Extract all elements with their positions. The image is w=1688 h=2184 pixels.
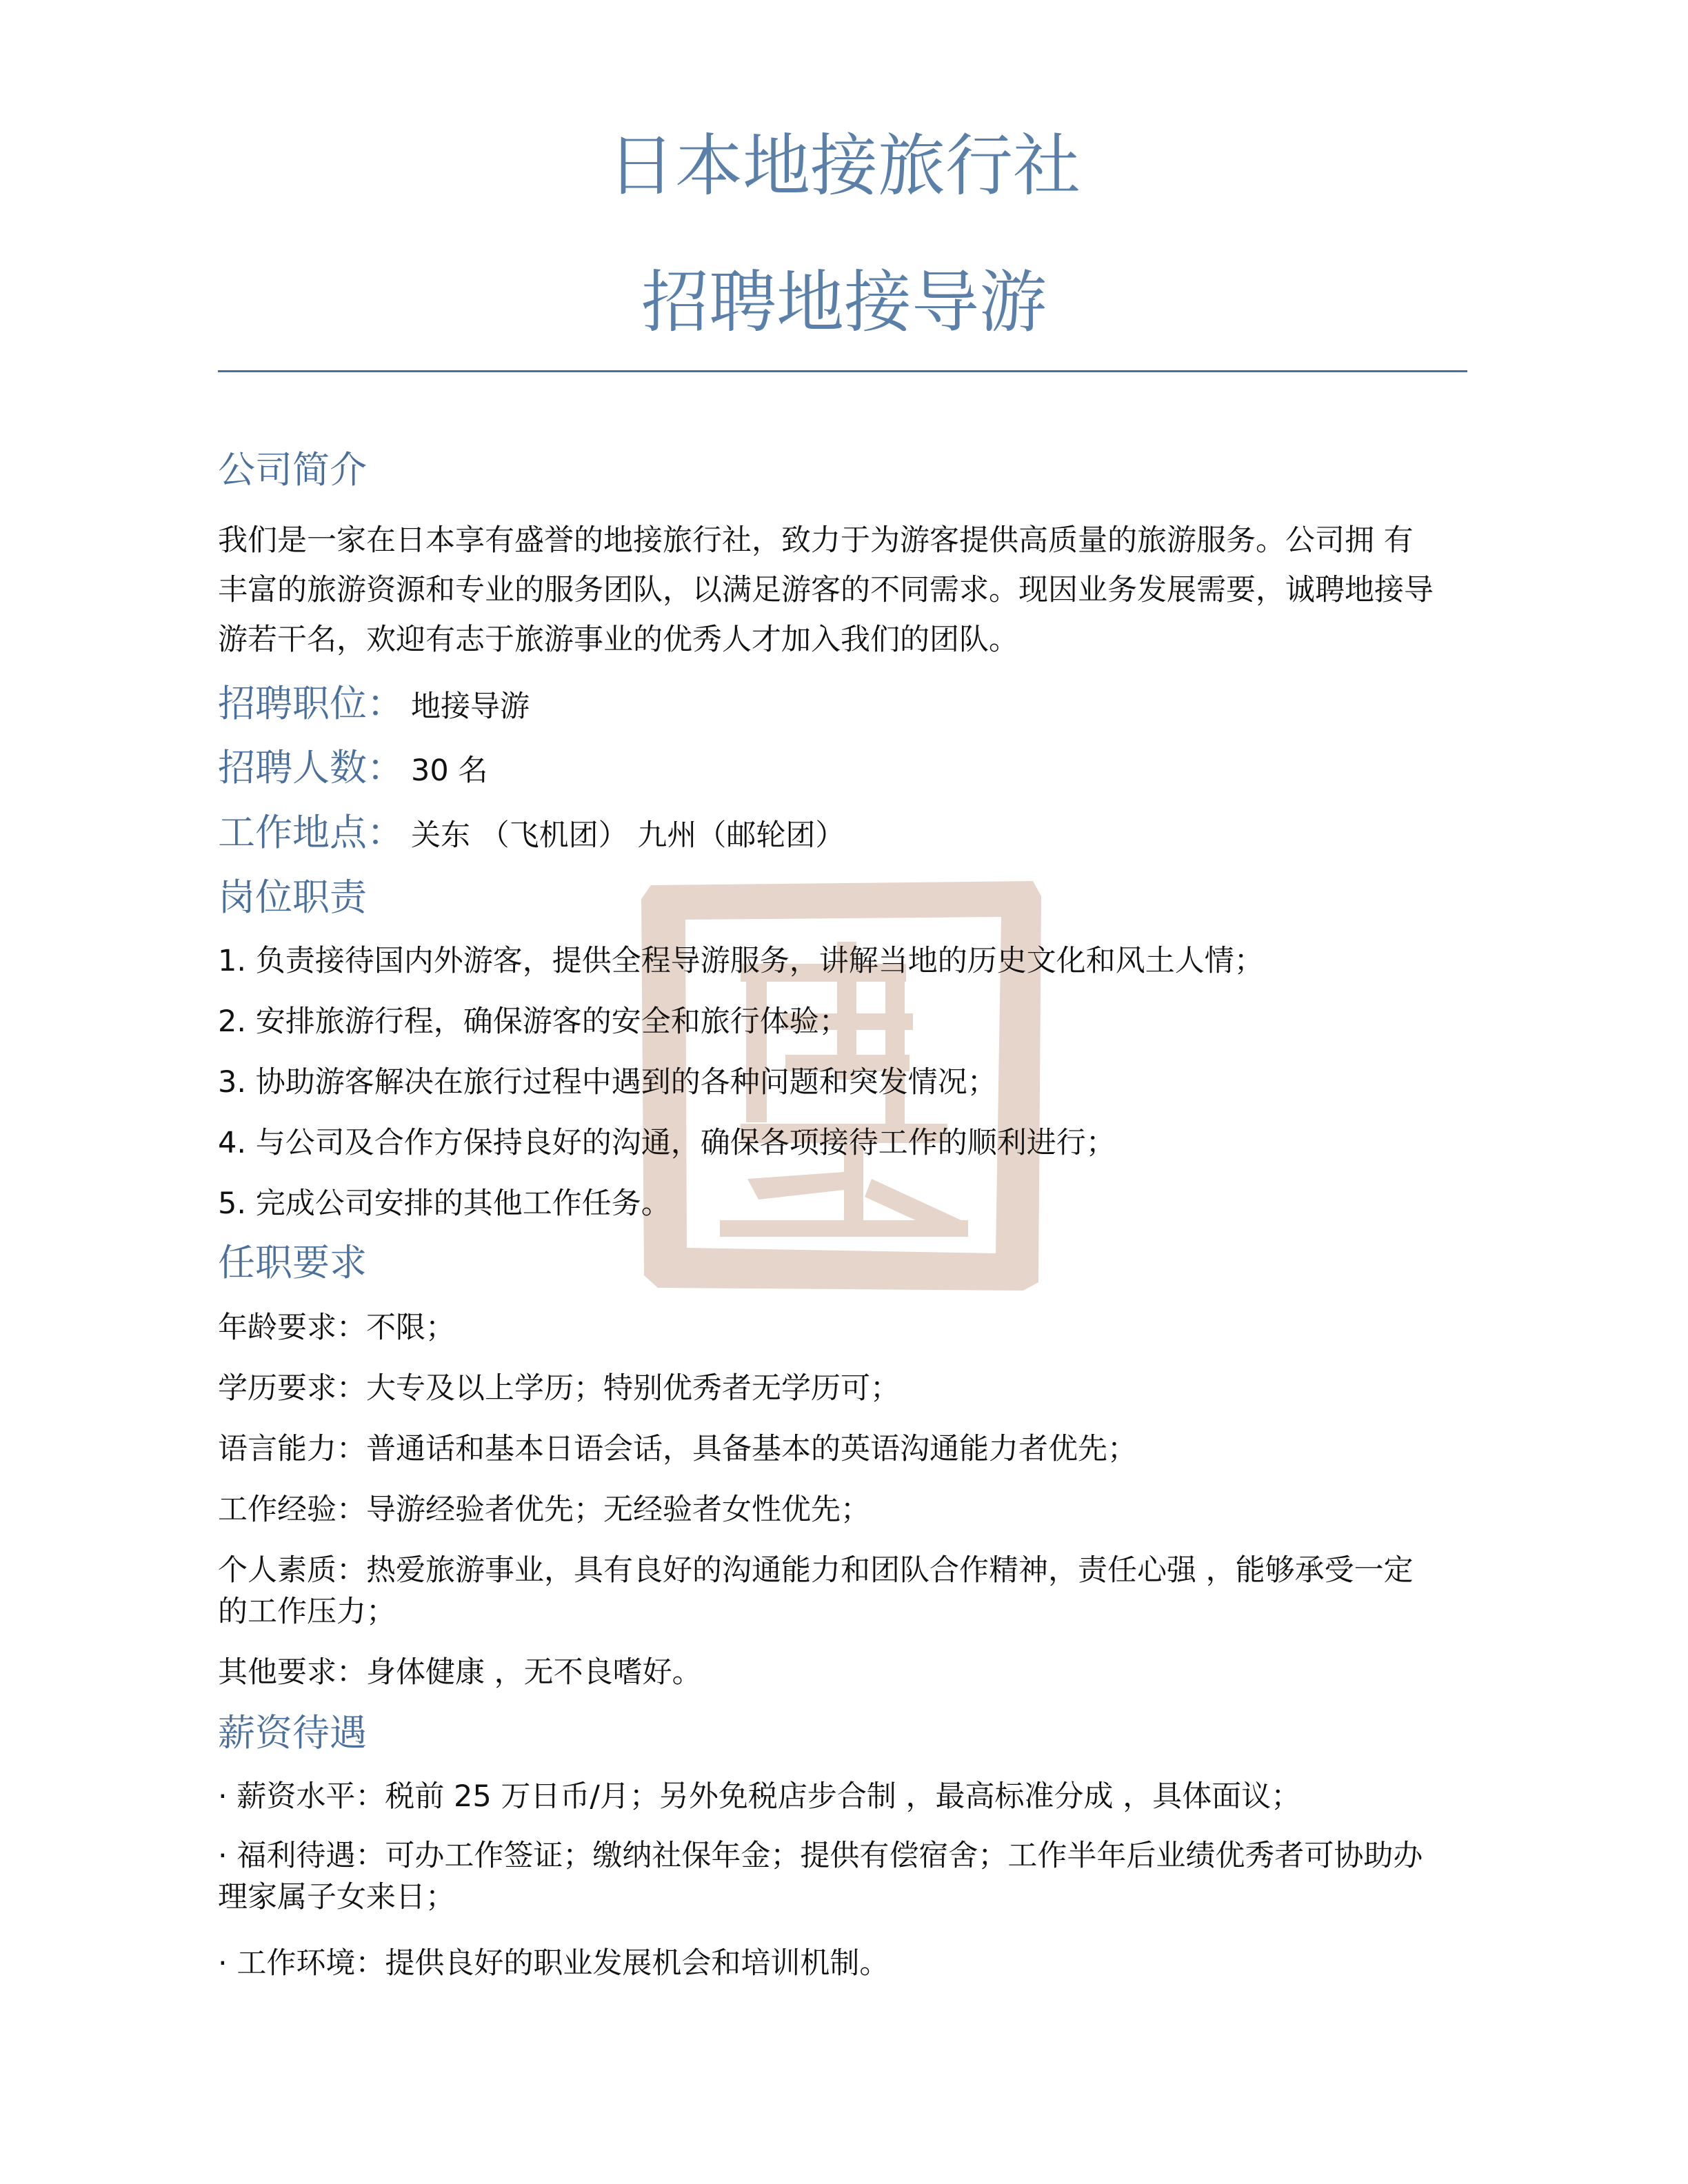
field-position-value: 地接导游 xyxy=(411,689,530,724)
salary-item-continued: 理家属子女来日； xyxy=(218,1880,455,1914)
requirement-item: 年龄要求：不限； xyxy=(218,1311,455,1345)
duty-item: 3. 协助游客解决在旅行过程中遇到的各种问题和突发情况； xyxy=(218,1065,997,1100)
title-divider xyxy=(218,370,1467,372)
field-position-label: 招聘职位： xyxy=(218,682,404,725)
field-location-value: 关东 （飞机团） 九州（邮轮团） xyxy=(411,818,845,853)
field-position xyxy=(218,679,530,731)
company-intro-line: 丰富的旅游资源和专业的服务团队，以满足游客的不同需求。现因业务发展需要，诚聘地接导 xyxy=(218,573,1434,607)
salary-item: · 福利待遇：可办工作签证；缴纳社保年金；提供有偿宿舍；工作半年后业绩优秀者可协助办 xyxy=(218,1839,1423,1873)
field-headcount-value: 30 名 xyxy=(411,754,488,788)
duty-item: 5. 完成公司安排的其他工作任务。 xyxy=(218,1186,671,1221)
section-heading-salary: 薪资待遇 xyxy=(218,1711,367,1755)
duty-item: 2. 安排旅游行程，确保游客的安全和旅行体验； xyxy=(218,1004,849,1039)
requirement-item-continued: 的工作压力； xyxy=(218,1595,396,1629)
field-location-label: 工作地点： xyxy=(218,811,404,854)
duty-item: 1. 负责接待国内外游客，提供全程导游服务，讲解当地的历史文化和风土人情； xyxy=(218,944,1264,978)
section-heading-requirements: 任职要求 xyxy=(218,1241,367,1284)
requirement-item: 工作经验：导游经验者优先；无经验者女性优先； xyxy=(218,1493,870,1527)
section-heading-company: 公司简介 xyxy=(218,448,367,492)
section-heading-duties: 岗位职责 xyxy=(218,876,367,919)
requirement-item: 其他要求：身体健康 ，无不良嗜好。 xyxy=(218,1655,702,1690)
field-headcount-label: 招聘人数： xyxy=(218,746,404,789)
field-location xyxy=(218,808,845,860)
company-intro-line: 游若干名，欢迎有志于旅游事业的优秀人才加入我们的团队。 xyxy=(218,623,1018,657)
salary-item: · 薪资水平：税前 25 万日币/月；另外免税店步合制 ，最高标准分成 ，具体面议； xyxy=(218,1779,1301,1814)
field-headcount xyxy=(218,743,488,796)
document-title: 日本地接旅行社 xyxy=(607,127,1081,205)
company-intro-line: 我们是一家在日本享有盛誉的地接旅行社，致力于为游客提供高质量的旅游服务。公司拥 有 xyxy=(218,523,1414,558)
requirement-item: 个人素质：热爱旅游事业，具有良好的沟通能力和团队合作精神，责任心强 ，能够承受一定 xyxy=(218,1553,1414,1588)
duty-item: 4. 与公司及合作方保持良好的沟通，确保各项接待工作的顺利进行； xyxy=(218,1126,1116,1160)
document-subtitle: 招聘地接导游 xyxy=(641,263,1047,342)
requirement-item: 语言能力：普通话和基本日语会话，具备基本的英语沟通能力者优先； xyxy=(218,1432,1137,1466)
salary-item: · 工作环境：提供良好的职业发展机会和培训机制。 xyxy=(218,1946,890,1981)
requirement-item: 学历要求：大专及以上学历；特别优秀者无学历可； xyxy=(218,1371,900,1406)
